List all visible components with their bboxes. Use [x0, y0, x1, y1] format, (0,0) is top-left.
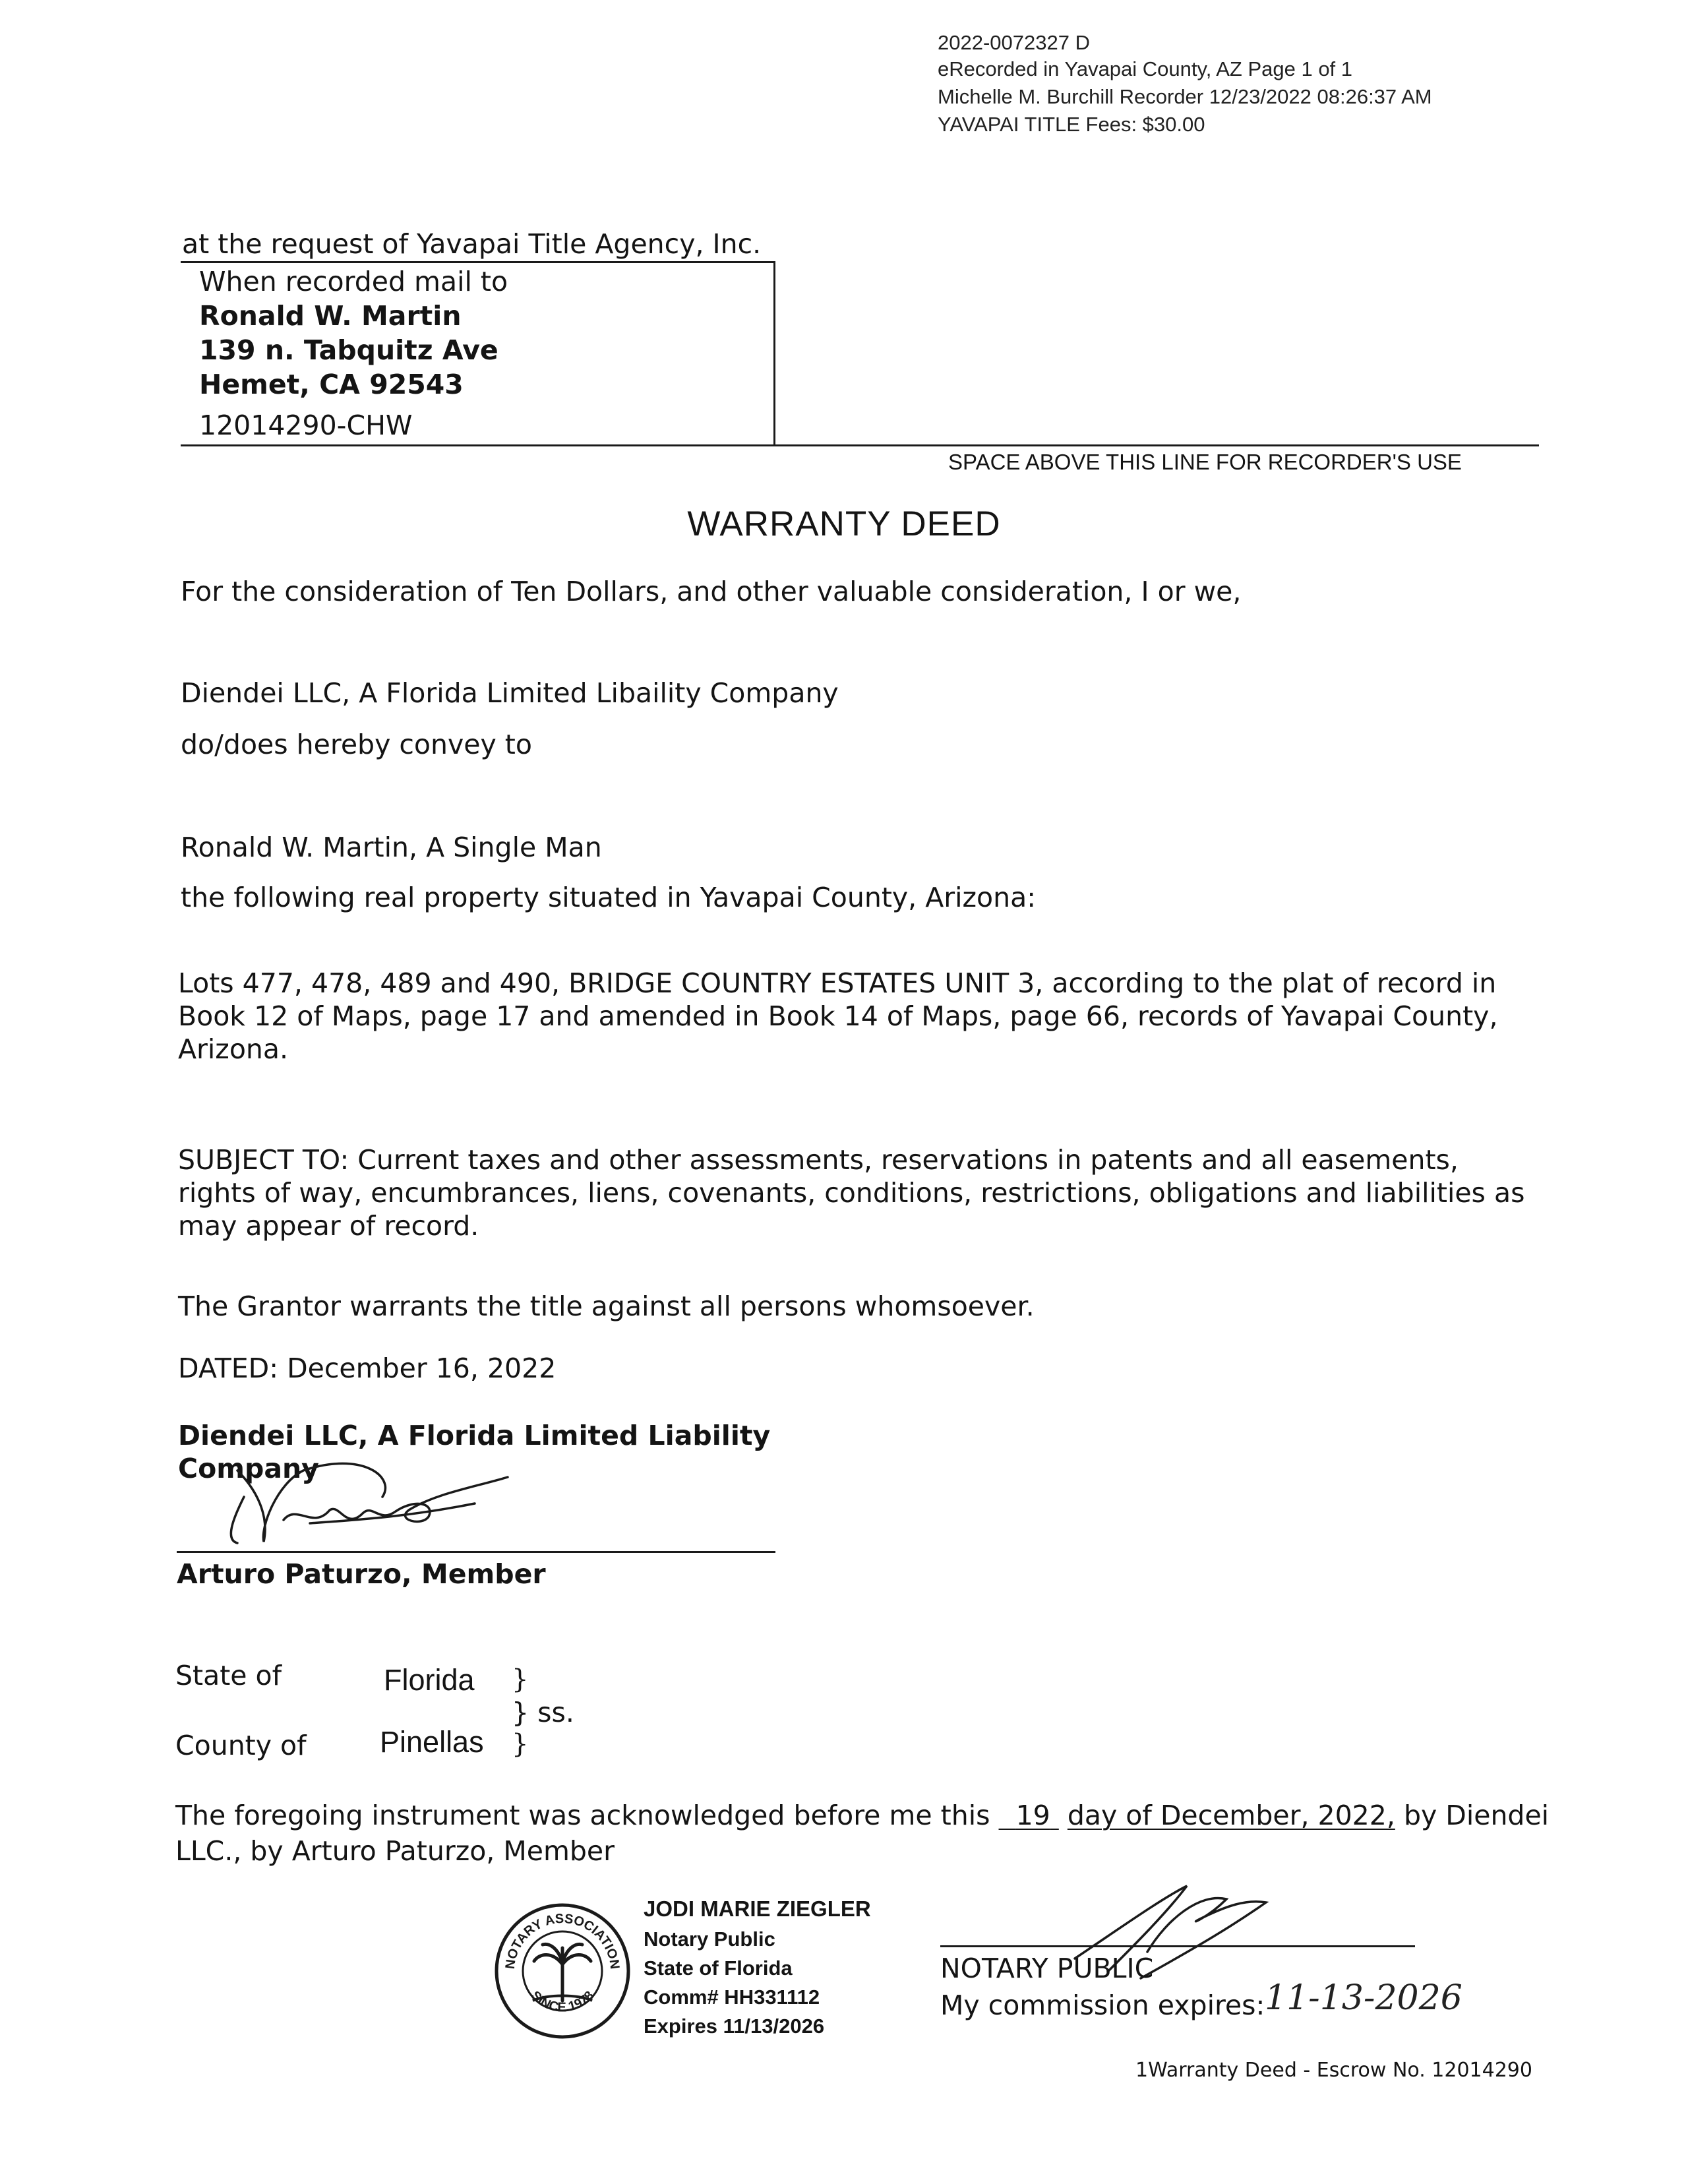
grantor-signature — [198, 1457, 567, 1556]
commission-label: My commission expires: — [940, 1989, 1265, 2021]
document-title: WARRANTY DEED — [687, 504, 1001, 543]
signer-name: Arturo Paturzo, Member — [177, 1558, 546, 1590]
convey-clause: do/does hereby convey to — [181, 729, 532, 760]
grantee-name: Ronald W. Martin, A Single Man — [181, 832, 602, 863]
mail-box-top-border — [181, 261, 775, 263]
mail-to-label: When recorded mail to — [199, 266, 508, 297]
property-intro: the following real property situated in Yavapai County, Arizona: — [181, 882, 1037, 913]
acknowledgment-day — [999, 1800, 1059, 1831]
mail-to-city: Hemet, CA 92543 — [199, 369, 464, 400]
mail-to-address: 139 n. Tabquitz Ave — [199, 334, 498, 366]
signature-entity-line1: Diendei LLC, A Florida Limited Liability — [178, 1420, 771, 1451]
state-value: Florida — [384, 1663, 475, 1697]
warranty-clause: The Grantor warrants the title against all persons whomsoever. — [178, 1290, 1035, 1322]
signature-entity-line2: Company — [178, 1453, 319, 1484]
seal-bottom-text: SINCE 1978 — [528, 1988, 597, 2015]
recorder-space-label: SPACE ABOVE THIS LINE FOR RECORDER'S USE — [948, 450, 1462, 474]
signature-line — [177, 1551, 775, 1553]
recording-fees-line: YAVAPAI TITLE Fees: $30.00 — [938, 113, 1205, 136]
consideration-clause: For the consideration of Ten Dollars, and other valuable consideration, I or we, — [181, 576, 1242, 607]
footer-escrow: 1Warranty Deed - Escrow No. 12014290 — [1135, 2059, 1532, 2082]
recording-county-line: eRecorded in Yavapai County, AZ Page 1 of 1 — [938, 57, 1353, 80]
mail-to-ref: 12014290-CHW — [199, 410, 413, 441]
acknowledgment-date: day of December, 2022, — [1067, 1800, 1395, 1831]
recorder-space-line — [181, 444, 1539, 446]
legal-description: Lots 477, 478, 489 and 490, BRIDGE COUNTRY ESTATES UNIT 3, according to the plat of record in Book 12 of Maps, page 17 and amended in Book 14 of Maps, page 66, records of Yavapai County, Arizona. — [178, 967, 1498, 1065]
request-line: at the request of Yavapai Title Agency, Inc. — [182, 228, 762, 260]
acknowledgment-prefix: The foregoing instrument was acknowledged before me this — [175, 1800, 990, 1831]
grantor-name: Diendei LLC, A Florida Limited Libaility Company — [181, 677, 839, 709]
recording-recorder-line: Michelle M. Burchill Recorder 12/23/2022 08:26:37 AM — [938, 85, 1432, 108]
state-label: State of — [175, 1660, 282, 1691]
acknowledgment-line2: LLC., by Arturo Paturzo, Member — [175, 1835, 615, 1867]
commission-expires-handwritten: 11-13-2026 — [1265, 1978, 1462, 2018]
subject-to-clause: SUBJECT TO: Current taxes and other assessments, reservations in patents and all easements, rights of way, encumbrances, liens, covenants, conditions, restrictions, obligations and liabilities as may appear of record. — [178, 1144, 1525, 1242]
notary-stamp-name: JODI MARIE ZIEGLER — [644, 1896, 871, 1921]
notary-stamp-state: State of Florida — [644, 1957, 793, 1980]
county-label: County of — [175, 1730, 307, 1761]
notary-public-label: NOTARY PUBLIC — [940, 1953, 1154, 1984]
notary-stamp-expires: Expires 11/13/2026 — [644, 2015, 825, 2038]
dated-line: DATED: December 16, 2022 — [178, 1352, 557, 1384]
seal-top-text: NOTARY ASSOCIATION — [502, 1911, 622, 1970]
notary-stamp-title: Notary Public — [644, 1927, 775, 1951]
venue-ss: } ss. — [512, 1697, 574, 1728]
venue-brace-top: } — [512, 1664, 529, 1695]
mail-to-name: Ronald W. Martin — [199, 300, 462, 332]
acknowledgment-suffix: by Diendei — [1403, 1800, 1550, 1831]
notary-seal — [493, 1902, 632, 2040]
notary-stamp-comm: Comm# HH331112 — [644, 1986, 820, 2009]
acknowledgment-day-value: 19 — [1015, 1800, 1050, 1831]
acknowledgment-line1 — [175, 1799, 1549, 1832]
recording-doc-number: 2022-0072327 D — [938, 31, 1090, 54]
notary-signature-line — [940, 1945, 1415, 1947]
mail-box-right-border — [773, 261, 775, 446]
county-value: Pinellas — [380, 1725, 484, 1759]
venue-brace-bottom: } — [512, 1729, 529, 1759]
